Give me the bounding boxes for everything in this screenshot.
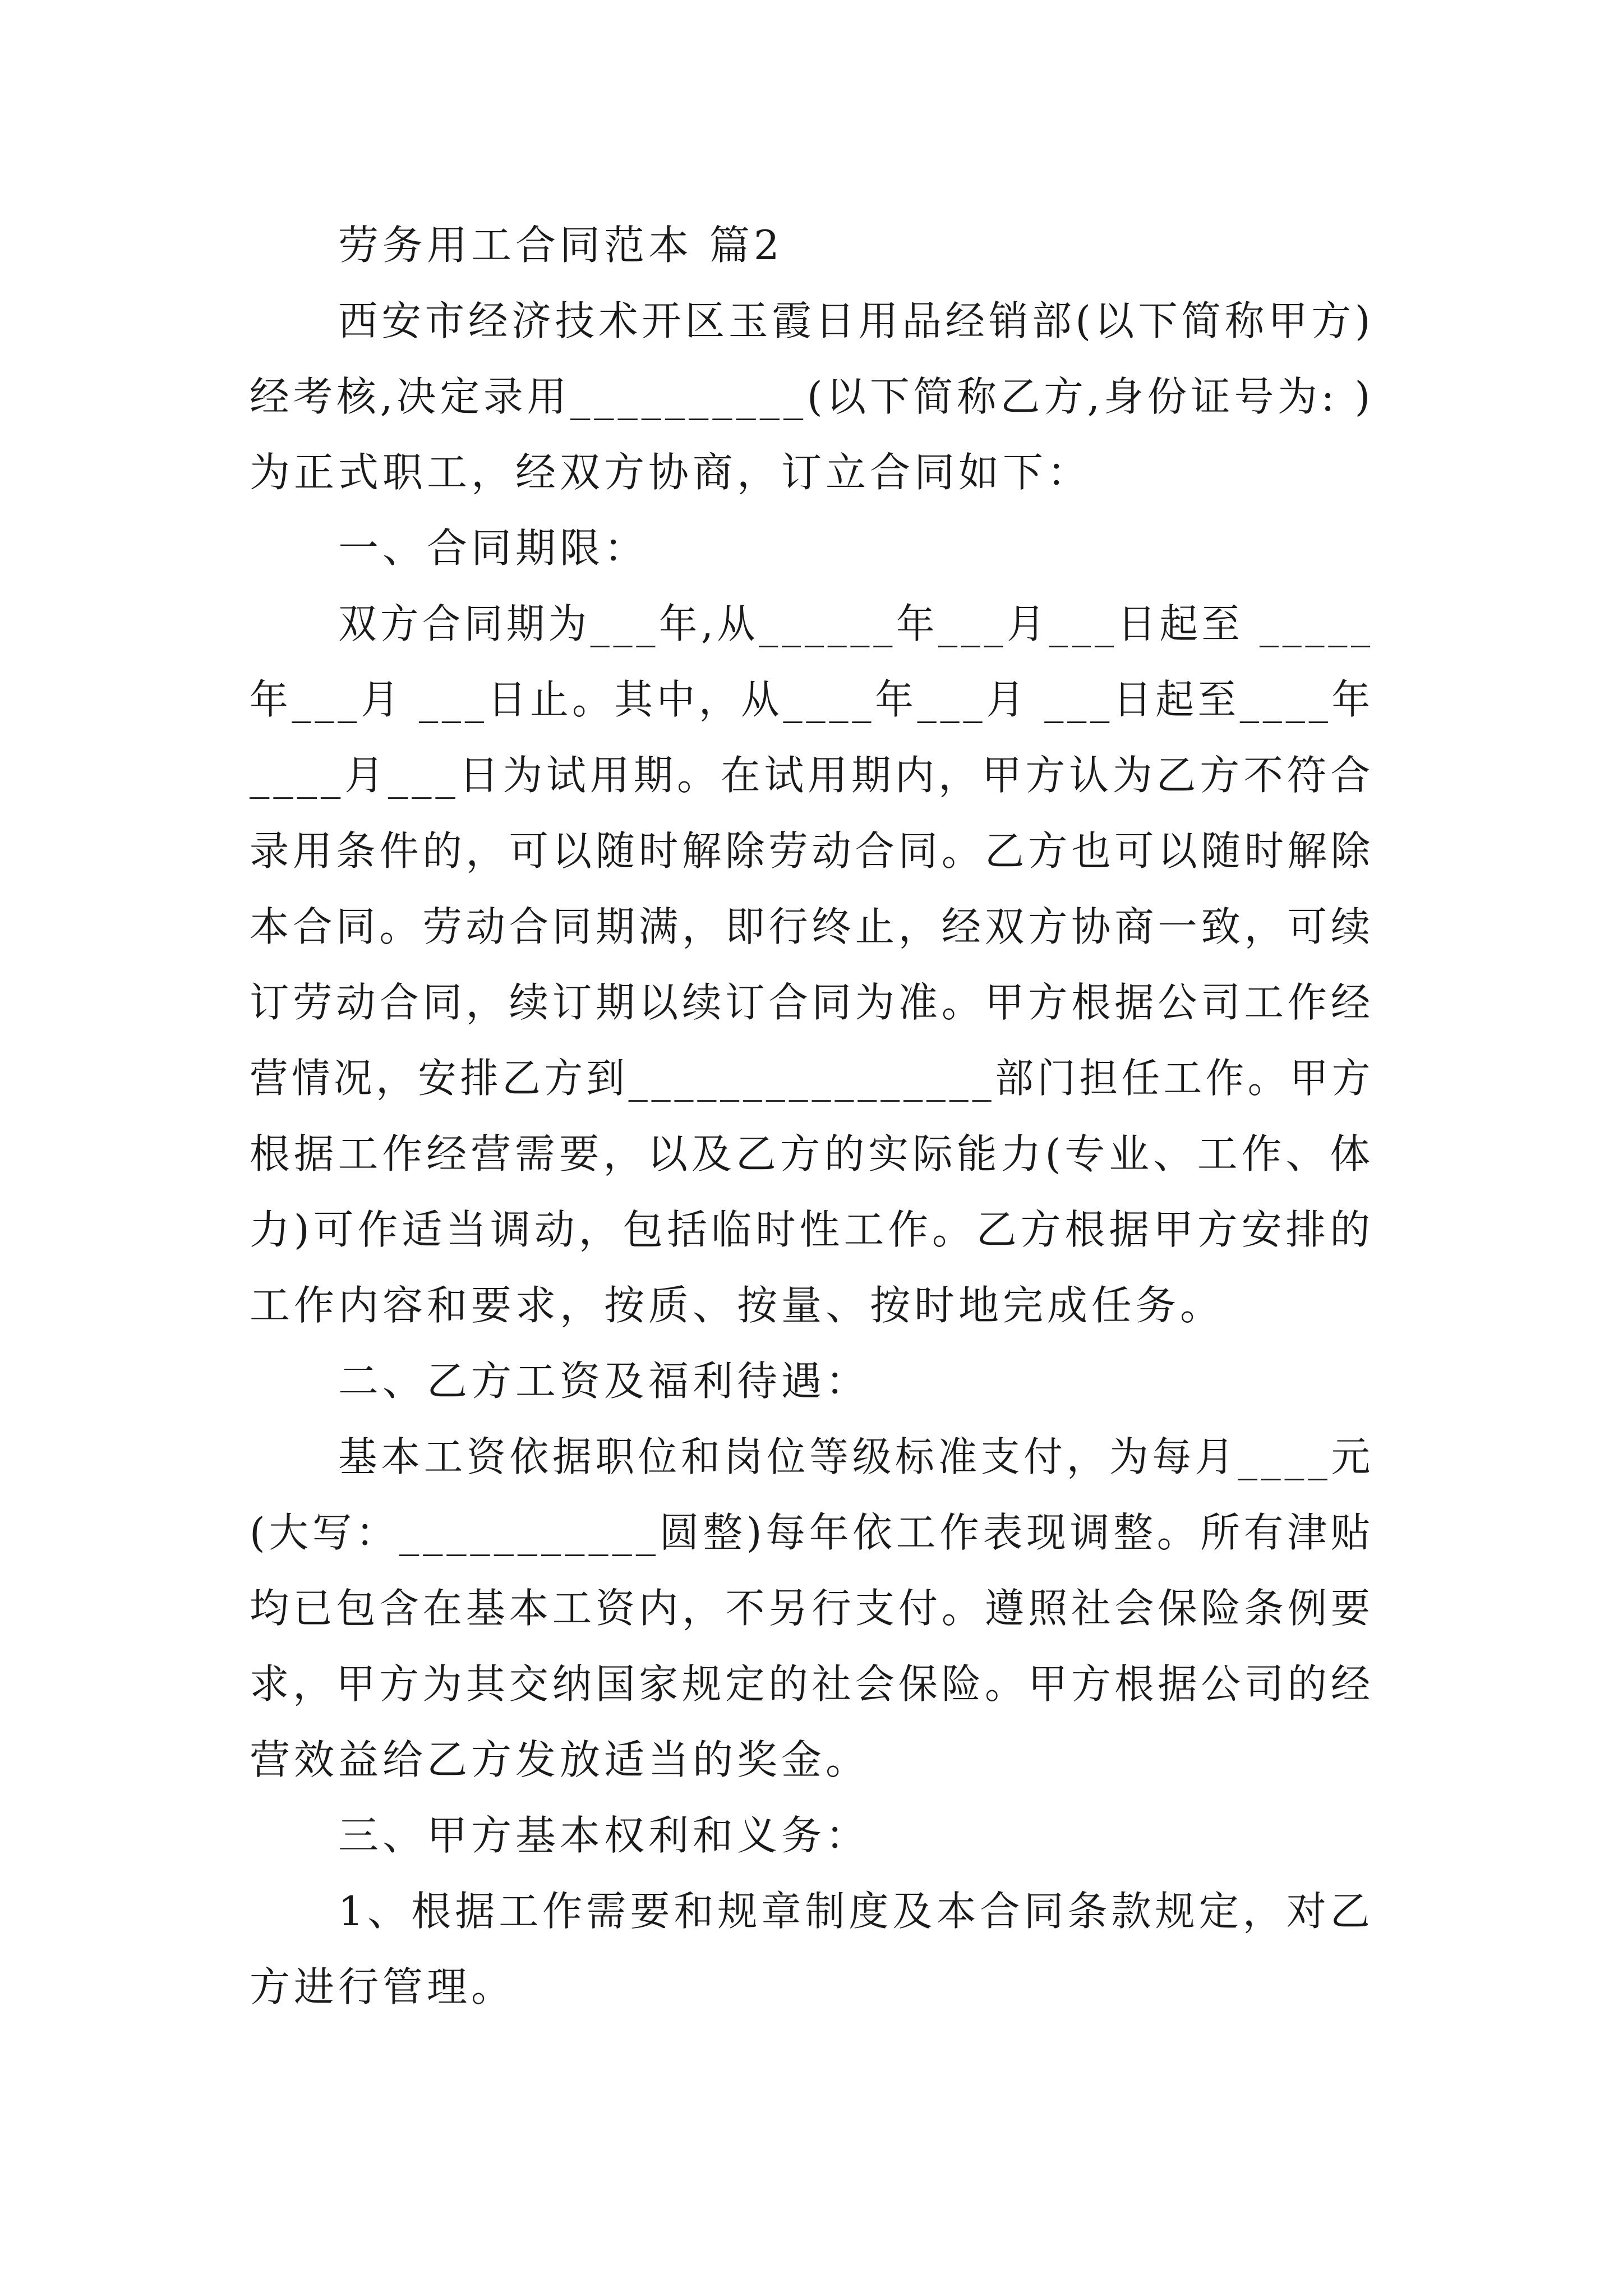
section-heading: 二、乙方工资及福利待遇：: [338, 1358, 870, 1405]
text-line: 营情况，安排乙方到________________部门担任工作。甲方: [250, 1055, 1375, 1102]
text-line: 营效益给乙方发放适当的奖金。: [250, 1736, 870, 1783]
text-line: 本合同。劳动合同期满，即行终止，经双方协商一致，可续: [250, 903, 1375, 950]
text-line: (大写：___________圆整)每年依工作表现调整。所有津贴: [250, 1509, 1375, 1556]
text-line: 均已包含在基本工资内，不另行支付。遵照社会保险条例要: [250, 1585, 1375, 1632]
text-line: 基本工资依据职位和岗位等级标准支付，为每月____元: [338, 1433, 1375, 1480]
text-line: 1、根据工作需要和规章制度及本合同条款规定，对乙: [338, 1888, 1374, 1935]
section-heading: 三、甲方基本权利和义务：: [338, 1812, 870, 1859]
text-line: 录用条件的，可以随时解除劳动合同。乙方也可以随时解除: [250, 827, 1375, 875]
text-line: 为正式职工，经双方协商，订立合同如下：: [250, 449, 1092, 496]
text-line: 年___月 ___日止。其中，从____年___月 ___日起至____年: [250, 676, 1374, 723]
text-line: 方进行管理。: [250, 1963, 516, 2010]
document-title: 劳务用工合同范本 篇2: [338, 222, 783, 269]
section-heading: 一、合同期限：: [338, 524, 649, 572]
text-line: 求，甲方为其交纳国家规定的社会保险。甲方根据公司的经: [250, 1660, 1375, 1708]
text-line: 西安市经济技术开区玉霞日用品经销部(以下简称甲方): [338, 297, 1375, 344]
text-line: 订劳动合同，续订期以续订合同为准。甲方根据公司工作经: [250, 979, 1375, 1026]
text-line: 根据工作经营需要，以及乙方的实际能力(专业、工作、体: [250, 1130, 1375, 1177]
text-line: 经考核,决定录用__________(以下简称乙方,身份证号为: ): [250, 373, 1375, 420]
text-line: ____月___日为试用期。在试用期内，甲方认为乙方不符合: [250, 752, 1375, 799]
text-line: 工作内容和要求，按质、按量、按时地完成任务。: [250, 1282, 1225, 1329]
text-line: 力)可作适当调动，包括临时性工作。乙方根据甲方安排的: [250, 1206, 1375, 1253]
text-line: 双方合同期为___年,从______年___月___日起至 _____: [338, 600, 1374, 647]
